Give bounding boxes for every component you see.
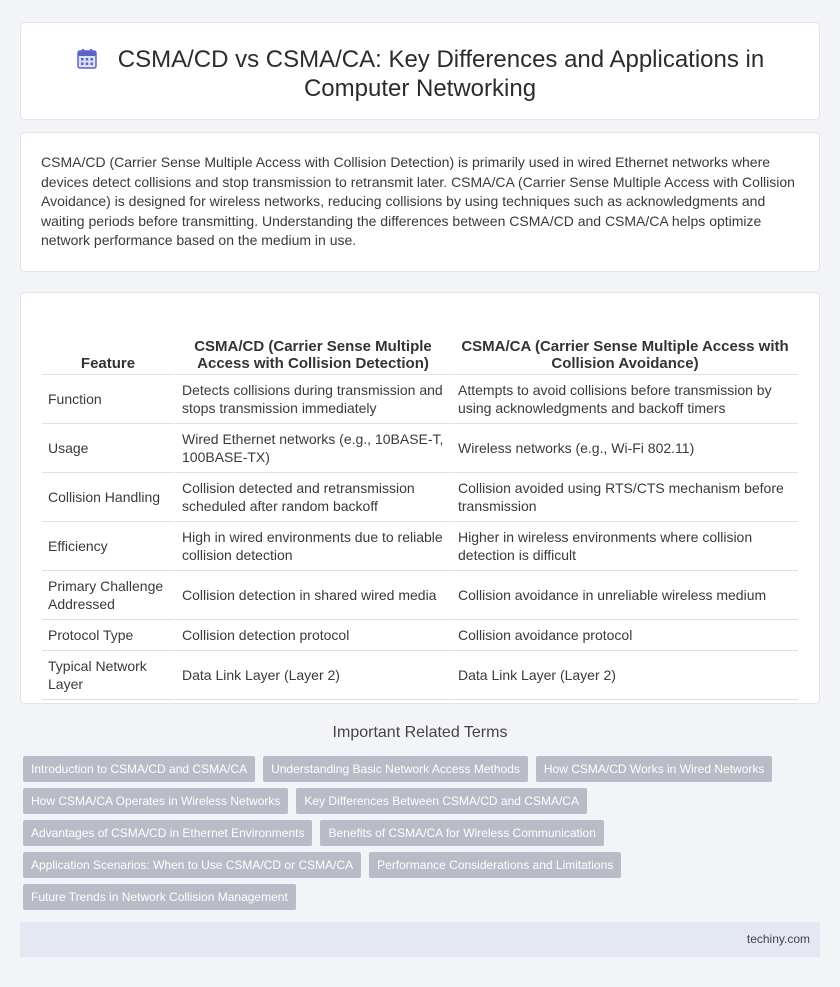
related-term-tag[interactable]: Benefits of CSMA/CA for Wireless Communication (320, 820, 603, 846)
related-term-tag[interactable]: How CSMA/CD Works in Wired Networks (536, 756, 772, 782)
table-header-csma-cd: CSMA/CD (Carrier Sense Multiple Access with Collision Detection) (174, 313, 450, 375)
related-term-tag[interactable]: Introduction to CSMA/CD and CSMA/CA (23, 756, 255, 782)
table-row (42, 651, 798, 700)
table-row (42, 424, 798, 473)
comparison-table (42, 313, 798, 700)
page-title-text: CSMA/CD vs CSMA/CA: Key Differences and Applications in Computer Networking (117, 46, 765, 102)
csma-ca-cell: Attempts to avoid collisions before transmission by using acknowledgments and backoff timers (450, 375, 798, 424)
csma-ca-cell: Data Link Layer (Layer 2) (450, 651, 798, 700)
feature-cell: Usage (42, 424, 174, 473)
feature-cell: Primary Challenge Addressed (42, 571, 174, 620)
csma-ca-cell: Higher in wireless environments where collision detection is difficult (450, 522, 798, 571)
related-term-tag[interactable]: How CSMA/CA Operates in Wireless Networks (23, 788, 288, 814)
related-term-tag[interactable]: Application Scenarios: When to Use CSMA/CD or CSMA/CA (23, 852, 361, 878)
related-terms-list (23, 756, 823, 910)
csma-cd-cell: High in wired environments due to reliable collision detection (174, 522, 450, 571)
comparison-table-card (20, 292, 820, 704)
csma-cd-cell: Collision detection in shared wired media (174, 571, 450, 620)
csma-ca-cell: Collision avoidance in unreliable wireless medium (450, 571, 798, 620)
feature-cell: Protocol Type (42, 620, 174, 651)
feature-cell: Function (42, 375, 174, 424)
intro-paragraph: CSMA/CD (Carrier Sense Multiple Access with Collision Detection) is primarily used in wired Ethernet networks where devices detect collisions and stop transmission to retransmit later. CSMA/CA (Carrier Sense Multiple Access with Collision Avoidance) is designed for wireless networks, reducing collisions by using techniques such as acknowledgments and waiting periods before transmitting. Understanding the differences between CSMA/CD and CSMA/CA helps optimize network performance based on the medium in use. (41, 154, 795, 249)
related-term-tag[interactable]: Key Differences Between CSMA/CD and CSMA/CA (296, 788, 587, 814)
csma-ca-cell: Collision avoided using RTS/CTS mechanism before transmission (450, 473, 798, 522)
related-terms-heading: Important Related Terms (332, 724, 508, 741)
related-term-tag[interactable]: Advantages of CSMA/CD in Ethernet Environments (23, 820, 312, 846)
table-header-csma-ca: CSMA/CA (Carrier Sense Multiple Access with Collision Avoidance) (450, 313, 798, 375)
csma-ca-cell: Wireless networks (e.g., Wi-Fi 802.11) (450, 424, 798, 473)
related-term-tag[interactable]: Understanding Basic Network Access Methods (263, 756, 528, 782)
table-row (42, 473, 798, 522)
related-term-tag[interactable]: Performance Considerations and Limitations (369, 852, 621, 878)
page-title (61, 45, 779, 103)
table-row (42, 571, 798, 620)
feature-cell: Typical Network Layer (42, 651, 174, 700)
table-row (42, 522, 798, 571)
footer (20, 922, 820, 957)
csma-cd-cell: Detects collisions during transmission and stops transmission immediately (174, 375, 450, 424)
csma-ca-cell: Collision avoidance protocol (450, 620, 798, 651)
feature-cell: Collision Handling (42, 473, 174, 522)
csma-cd-cell: Data Link Layer (Layer 2) (174, 651, 450, 700)
table-row (42, 375, 798, 424)
csma-cd-cell: Collision detection protocol (174, 620, 450, 651)
table-row (42, 620, 798, 651)
table-header-feature: Feature (42, 313, 174, 375)
intro-card (20, 132, 820, 272)
footer-site-link[interactable]: techiny.com (746, 932, 810, 946)
title-card (20, 22, 820, 120)
csma-cd-cell: Collision detected and retransmission scheduled after random backoff (174, 473, 450, 522)
calendar-icon (76, 48, 98, 70)
csma-cd-cell: Wired Ethernet networks (e.g., 10BASE-T, 100BASE-TX) (174, 424, 450, 473)
related-term-tag[interactable]: Future Trends in Network Collision Management (23, 884, 296, 910)
feature-cell: Efficiency (42, 522, 174, 571)
